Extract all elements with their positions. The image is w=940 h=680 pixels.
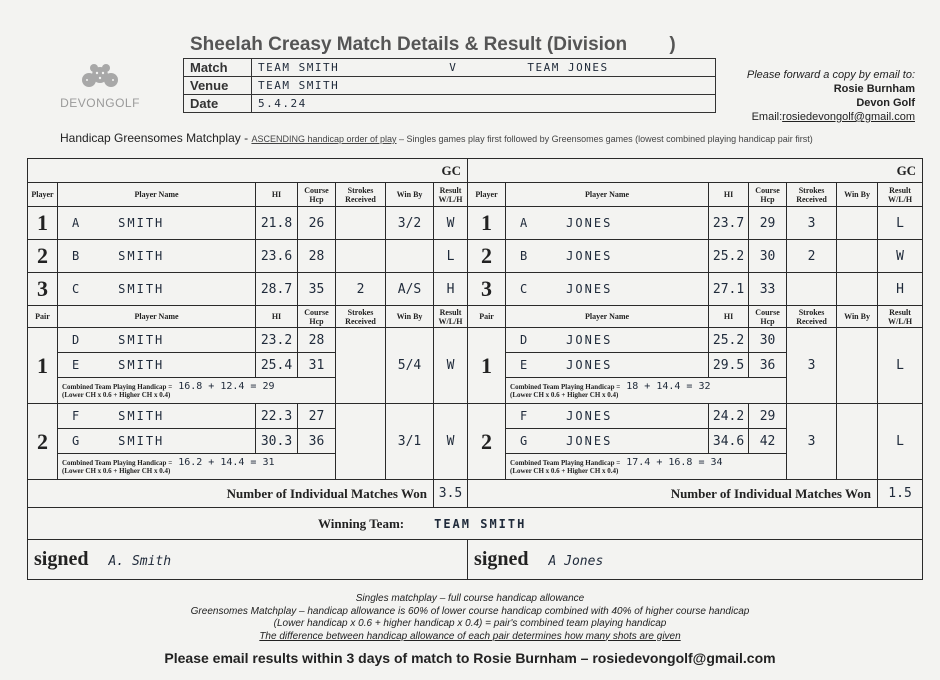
- singles-right-name: [506, 240, 709, 273]
- match-home-team: TEAM SMITH: [258, 61, 340, 74]
- contact-name: Rosie Burnham: [833, 83, 915, 95]
- pair-right-player-1-name: [506, 328, 709, 353]
- format-rest: – Singles games play first followed by Greensomes games (lowest combined playing handicap pair first): [396, 134, 813, 144]
- matches-won-left-label: Number of Individual Matches Won: [28, 480, 434, 508]
- player-initial: D: [520, 333, 530, 347]
- singles-left-winby: 3/2: [386, 207, 434, 240]
- pair-right-result: L: [878, 328, 923, 404]
- pair-right-result: L: [878, 404, 923, 480]
- pair-right-player-2-name: [506, 353, 709, 378]
- venue-row: [184, 77, 716, 95]
- pair-left-player-2-hi: 25.4: [256, 353, 298, 378]
- footer-line-1: Singles matchplay – full course handicap allowance: [355, 593, 585, 604]
- singles-left-winby: A/S: [386, 273, 434, 306]
- devongolf-logo: [60, 60, 140, 110]
- header-player: Player: [28, 183, 58, 207]
- pair-right-player-1-hcp: 30: [749, 328, 787, 353]
- player-initial: G: [520, 434, 530, 448]
- header-hi: HI: [709, 306, 749, 328]
- pairs-header-row: [28, 306, 923, 328]
- pair-right-player-2-hi: 34.6: [709, 429, 749, 454]
- header-result: Result W/L/H: [434, 183, 468, 207]
- pair-left-winby: 3/1: [386, 404, 434, 480]
- singles-right-hi: 27.1: [709, 273, 749, 306]
- footer-line-4: The difference between handicap allowance of each pair determines how many shots are given: [259, 630, 681, 642]
- player-surname: JONES: [566, 249, 613, 263]
- header-player: Player: [468, 183, 506, 207]
- email-label: Email:: [751, 111, 783, 123]
- header-result: Result W/L/H: [434, 306, 468, 328]
- signature-left: A. Smith: [108, 554, 172, 569]
- pair-right-player-1-hi: 25.2: [709, 328, 749, 353]
- player-initial: B: [520, 249, 530, 263]
- header-result: Result W/L/H: [878, 183, 923, 207]
- singles-left-strokes: [336, 207, 386, 240]
- singles-right-name: [506, 207, 709, 240]
- singles-right-hcp: 30: [749, 240, 787, 273]
- header-player-name: Player Name: [58, 306, 256, 328]
- singles-right-winby: [837, 207, 878, 240]
- singles-left-hi: 28.7: [256, 273, 298, 306]
- winning-team-label: Winning Team:: [318, 515, 405, 531]
- pair-left-number: 2: [28, 404, 58, 480]
- pair-right-player-1-hi: 24.2: [709, 404, 749, 429]
- winning-team-row: [28, 508, 923, 540]
- singles-left-name: [58, 273, 256, 306]
- footer-line-2: Greensomes Matchplay – handicap allowance is 60% of lower course handicap combined with 40% of higher course handicap: [190, 605, 750, 617]
- combined-label: Combined Team Playing Handicap =: [510, 382, 621, 391]
- match-row: [184, 59, 716, 77]
- pair-left-player-2-name: [58, 429, 256, 454]
- pair-right-number: 2: [468, 404, 506, 480]
- date-label: Date: [184, 95, 252, 113]
- player-initial: E: [520, 358, 530, 372]
- singles-left-hcp: 28: [298, 240, 336, 273]
- player-initial: F: [520, 409, 530, 423]
- player-surname: SMITH: [118, 282, 165, 296]
- pair-right-winby: [837, 328, 878, 404]
- player-surname: SMITH: [118, 434, 165, 448]
- combined-label: Combined Team Playing Handicap =: [62, 382, 173, 391]
- pair-right-winby: [837, 404, 878, 480]
- format-title: Handicap Greensomes Matchplay -: [60, 131, 249, 145]
- player-initial: B: [72, 249, 82, 263]
- pair-right-player-2-name: [506, 429, 709, 454]
- gc-left: GC: [28, 159, 468, 183]
- combined-value: 17.4 + 16.8 = 34: [626, 456, 723, 468]
- pair-left-result: W: [434, 404, 468, 480]
- header-pair: Pair: [468, 306, 506, 328]
- pair-left-combined: [58, 378, 336, 404]
- player-surname: JONES: [566, 333, 613, 347]
- player-initial: A: [520, 216, 530, 230]
- header-strokes: Strokes Received: [787, 306, 837, 328]
- pair-left-player-2-hi: 30.3: [256, 429, 298, 454]
- contact-email-link[interactable]: rosiedevongolf@gmail.com: [782, 111, 915, 123]
- player-surname: SMITH: [118, 409, 165, 423]
- singles-right-strokes: 3: [787, 207, 837, 240]
- date-row: [184, 95, 716, 113]
- pair-right-number: 1: [468, 328, 506, 404]
- player-initial: E: [72, 358, 82, 372]
- singles-right-result: H: [878, 273, 923, 306]
- pair-left-combined: [58, 454, 336, 480]
- pair-left-number: 1: [28, 328, 58, 404]
- format-ascending: ASCENDING handicap order of play: [251, 134, 397, 144]
- pair-right-player-2-hcp: 36: [749, 353, 787, 378]
- singles-right-number: 2: [468, 240, 506, 273]
- player-initial: C: [520, 282, 530, 296]
- pair-right-player-1-name: [506, 404, 709, 429]
- pair-left-player-2-hcp: 31: [298, 353, 336, 378]
- golf-ball-logo-icon: [77, 60, 123, 94]
- singles-right-hcp: 29: [749, 207, 787, 240]
- pair-right-combined: [506, 378, 787, 404]
- pair-right-player-2-hi: 29.5: [709, 353, 749, 378]
- singles-left-hcp: 35: [298, 273, 336, 306]
- header-win-by: Win By: [837, 306, 878, 328]
- matches-won-row: [28, 480, 923, 508]
- header-strokes: Strokes Received: [787, 183, 837, 207]
- pair-left-result: W: [434, 328, 468, 404]
- singles-left-number: 3: [28, 273, 58, 306]
- header-win-by: Win By: [386, 183, 434, 207]
- venue-label: Venue: [184, 77, 252, 95]
- combined-formula: (Lower CH x 0.6 + Higher CH x 0.4): [62, 466, 171, 475]
- singles-left-name: [58, 207, 256, 240]
- match-vs: V: [449, 61, 458, 74]
- signed-left: [28, 540, 468, 580]
- pair-left-winby: 5/4: [386, 328, 434, 404]
- singles-right-strokes: 2: [787, 240, 837, 273]
- singles-left-hi: 23.6: [256, 240, 298, 273]
- gc-row: [28, 159, 923, 183]
- singles-left-number: 2: [28, 240, 58, 273]
- match-label: Match: [184, 59, 252, 77]
- singles-left-result: W: [434, 207, 468, 240]
- singles-right-hcp: 33: [749, 273, 787, 306]
- combined-label: Combined Team Playing Handicap =: [510, 458, 621, 467]
- forward-instruction: Please forward a copy by email to:: [746, 69, 915, 81]
- pair-left-player-1-hcp: 28: [298, 328, 336, 353]
- date-value: 5.4.24: [252, 95, 716, 113]
- header-course-hcp: Course Hcp: [749, 306, 787, 328]
- singles-row-3: [28, 273, 923, 306]
- footer-email-instruction: Please email results within 3 days of match to Rosie Burnham – rosiedevongolf@gmail.com: [164, 650, 776, 666]
- winning-team: [28, 508, 923, 540]
- header-result: Result W/L/H: [878, 306, 923, 328]
- singles-left-result: L: [434, 240, 468, 273]
- player-surname: SMITH: [118, 358, 165, 372]
- combined-label: Combined Team Playing Handicap =: [62, 458, 173, 467]
- signed-right: [468, 540, 923, 580]
- results-table: [27, 158, 923, 580]
- header-course-hcp: Course Hcp: [298, 183, 336, 207]
- logo-wordmark: DEVONGOLF: [60, 96, 140, 110]
- header-strokes: Strokes Received: [336, 306, 386, 328]
- singles-right-name: [506, 273, 709, 306]
- player-surname: SMITH: [118, 216, 165, 230]
- player-surname: SMITH: [118, 333, 165, 347]
- header-hi: HI: [256, 306, 298, 328]
- player-initial: F: [72, 409, 82, 423]
- singles-row-1: [28, 207, 923, 240]
- player-initial: C: [72, 282, 82, 296]
- header-win-by: Win By: [837, 183, 878, 207]
- player-surname: JONES: [566, 409, 613, 423]
- singles-right-result: W: [878, 240, 923, 273]
- pair-right-strokes: 3: [787, 404, 837, 480]
- singles-right-winby: [837, 273, 878, 306]
- pair-left-player-1-name: [58, 404, 256, 429]
- singles-left-strokes: 2: [336, 273, 386, 306]
- singles-left-hi: 21.8: [256, 207, 298, 240]
- matches-won-left-value: 3.5: [434, 480, 468, 508]
- gc-right: GC: [468, 159, 923, 183]
- singles-right-number: 3: [468, 273, 506, 306]
- matches-won-right-label: Number of Individual Matches Won: [468, 480, 878, 508]
- player-initial: D: [72, 333, 82, 347]
- match-away-team: TEAM JONES: [527, 61, 609, 74]
- venue-value: TEAM SMITH: [252, 77, 716, 95]
- singles-header-row: [28, 183, 923, 207]
- player-surname: SMITH: [118, 249, 165, 263]
- pair-right-player-2-hcp: 42: [749, 429, 787, 454]
- header-pair: Pair: [28, 306, 58, 328]
- header-strokes: Strokes Received: [336, 183, 386, 207]
- header-win-by: Win By: [386, 306, 434, 328]
- header-player-name: Player Name: [58, 183, 256, 207]
- pair-left-player-2-name: [58, 353, 256, 378]
- singles-left-number: 1: [28, 207, 58, 240]
- page-title: Sheelah Creasy Match Details & Result (Division ): [190, 34, 676, 55]
- player-surname: JONES: [566, 434, 613, 448]
- pair-1-row-a: [28, 328, 923, 353]
- pair-left-player-1-hi: 23.2: [256, 328, 298, 353]
- footer-notes: [0, 593, 940, 665]
- singles-left-name: [58, 240, 256, 273]
- signed-label: signed: [34, 548, 89, 570]
- combined-value: 16.8 + 12.4 = 29: [178, 380, 275, 392]
- combined-formula: (Lower CH x 0.6 + Higher CH x 0.4): [510, 466, 619, 475]
- contact-org: Devon Golf: [856, 97, 915, 109]
- singles-right-result: L: [878, 207, 923, 240]
- pair-2-row-a: [28, 404, 923, 429]
- pair-left-player-1-name: [58, 328, 256, 353]
- singles-left-result: H: [434, 273, 468, 306]
- player-surname: JONES: [566, 358, 613, 372]
- pair-left-player-1-hi: 22.3: [256, 404, 298, 429]
- pair-right-combined: [506, 454, 787, 480]
- singles-left-hcp: 26: [298, 207, 336, 240]
- signed-row: [28, 540, 923, 580]
- player-surname: JONES: [566, 282, 613, 296]
- match-value: [252, 59, 716, 77]
- pair-left-strokes: [336, 404, 386, 480]
- matches-won-right-value: 1.5: [878, 480, 923, 508]
- singles-right-hi: 23.7: [709, 207, 749, 240]
- header-player-name: Player Name: [506, 183, 709, 207]
- combined-value: 16.2 + 14.4 = 31: [178, 456, 275, 468]
- pair-left-strokes: [336, 328, 386, 404]
- signature-right: A Jones: [548, 554, 604, 569]
- combined-value: 18 + 14.4 = 32: [626, 380, 711, 392]
- header-player-name: Player Name: [506, 306, 709, 328]
- header-hi: HI: [256, 183, 298, 207]
- singles-right-winby: [837, 240, 878, 273]
- singles-right-hi: 25.2: [709, 240, 749, 273]
- singles-right-number: 1: [468, 207, 506, 240]
- match-details-table: [183, 58, 716, 113]
- singles-left-strokes: [336, 240, 386, 273]
- format-line: [60, 131, 813, 145]
- pair-left-player-2-hcp: 36: [298, 429, 336, 454]
- pair-right-strokes: 3: [787, 328, 837, 404]
- singles-left-winby: [386, 240, 434, 273]
- pair-right-player-1-hcp: 29: [749, 404, 787, 429]
- singles-right-strokes: [787, 273, 837, 306]
- combined-formula: (Lower CH x 0.6 + Higher CH x 0.4): [510, 390, 619, 399]
- header-course-hcp: Course Hcp: [298, 306, 336, 328]
- singles-row-2: [28, 240, 923, 273]
- forward-info: [747, 68, 915, 124]
- signed-label: signed: [474, 548, 529, 570]
- player-initial: G: [72, 434, 82, 448]
- footer-line-3: (Lower handicap x 0.6 + higher handicap x 0.4) = pair's combined team playing handicap: [273, 618, 667, 629]
- header-hi: HI: [709, 183, 749, 207]
- header-course-hcp: Course Hcp: [749, 183, 787, 207]
- player-surname: JONES: [566, 216, 613, 230]
- player-initial: A: [72, 216, 82, 230]
- winning-team-value: TEAM SMITH: [434, 516, 527, 531]
- pair-left-player-1-hcp: 27: [298, 404, 336, 429]
- combined-formula: (Lower CH x 0.6 + Higher CH x 0.4): [62, 390, 171, 399]
